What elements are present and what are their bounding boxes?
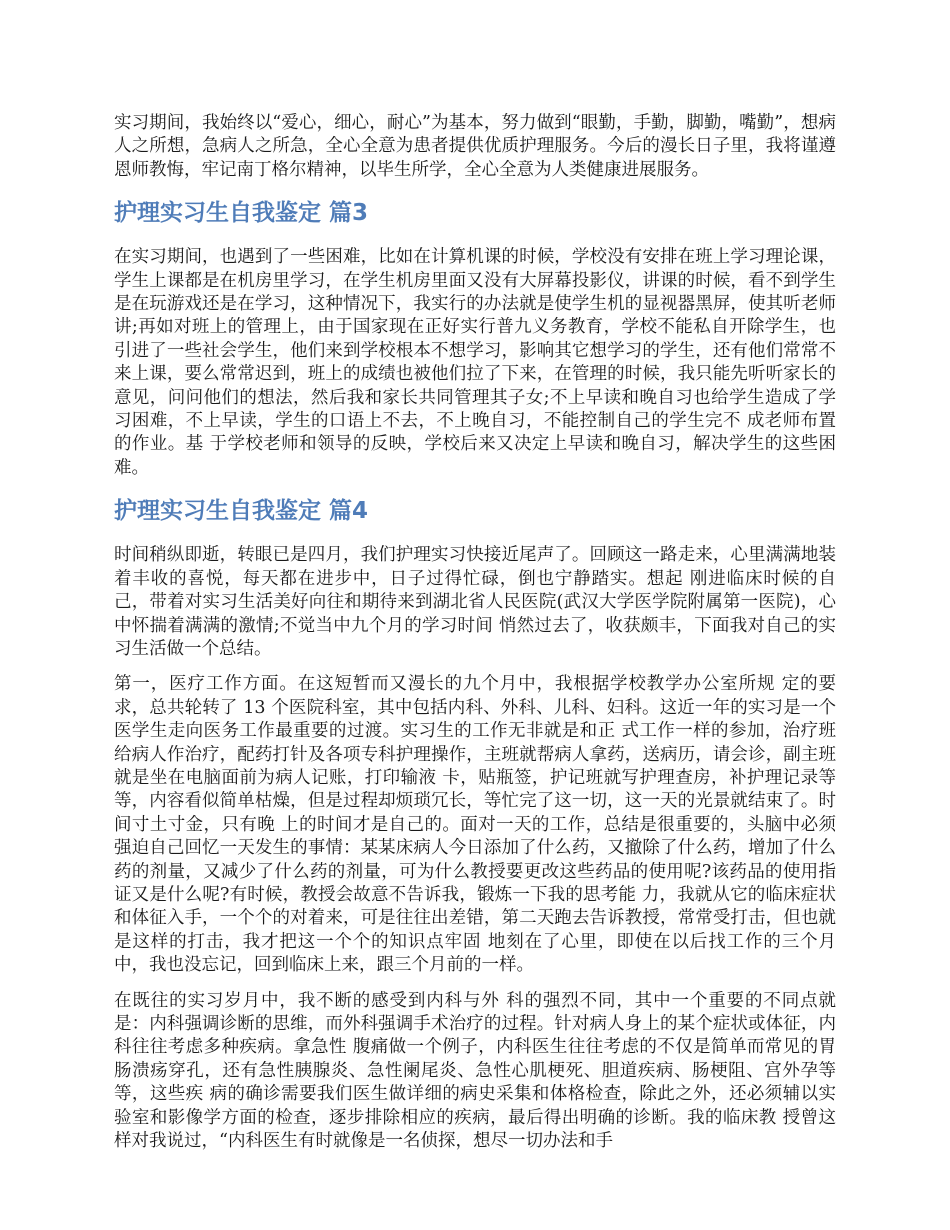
paragraph: 在实习期间，也遇到了一些困难，比如在计算机课的时候，学校没有安排在班上学习理论课，学生上课都是在机房里学习，在学生机房里面又没有大屏幕投影仪，讲课的时候，看不到学生是在玩游戏还是在学习，这种情况下，我实行的办法就是使学生机的显视器黑屏，使其听老师讲;再如对班上的管理上，由于国家现在正好实行普九义务教育，学校不能私自开除学生，也引进了一些社会学生，他们来到学校根本不想学习，影响其它想学习的学生，还有他们常常不来上课，要么常常迟到，班上的成绩也被他们拉了下来，在管理的时候，我只能先听听家长的意见，问问他们的想法，然后我和家长共同管理其子女;不上早读和晚自习也给学生造成了学习困难，不上早读，学生的口语上不去，不上晚自习，不能控制自己的学生完不 成老师布置的作业。基 于学校老师和领导的反映，学校后来又决定上早读和晚自习，解决学生的这些困难。 xyxy=(114,247,836,478)
paragraph: 实习期间，我始终以“爱心，细心，耐心”为基本，努力做到“眼勤，手勤，脚勤，嘴勤”，想病人之所想，急病人之所急，全心全意为患者提供优质护理服务。今后的漫长日子里，我将谨遵恩师教悔，牢记南丁格尔精神，以毕生所学，全心全意为人类健康进展服务。 xyxy=(114,113,836,180)
section-4 xyxy=(114,496,836,1153)
paragraph: 时间稍纵即逝，转眼已是四月，我们护理实习快接近尾声了。回顾这一路走来，心里满满地装着丰收的喜悦，每天都在进步中，日子过得忙碌，倒也宁静踏实。想起 刚进临床时候的自己，带着对实习生活美好向往和期待来到湖北省人民医院(武汉大学医学院附属第一医院)，心中怀揣着满满的激情;不觉当中九个月的学习时间 悄然过去了，收获颇丰，下面我对自己的实习生活做一个总结。 xyxy=(114,545,836,659)
paragraph: 在既往的实习岁月中，我不断的感受到内科与外 科的强烈不同，其中一个重要的不同点就是：内科强调诊断的思维，而外科强调手术治疗的过程。针对病人身上的某个症状或体征，内科往往考虑多种疾病。拿急性 腹痛做一个例子，内科医生往往考虑的不仅是简单而常见的胃肠溃疡穿孔，还有急性胰腺炎、急性阑尾炎、急性心肌梗死、胆道疾病、肠梗阻、宫外孕等等，这些疾 病的确诊需要我们医生做详细的病史采集和体格检查，除此之外，还必须辅以实验室和影像学方面的检查，逐步排除相应的疾病，最后得出明确的诊断。我的临床教 授曾这样对我说过，“内科医生有时就像是一名侦探，想尽一切办法和手 xyxy=(114,990,836,1152)
section-heading: 护理实习生自我鉴定 篇4 xyxy=(114,498,369,525)
paragraph: 第一，医疗工作方面。在这短暂而又漫长的九个月中，我根据学校教学办公室所规 定的要求，总共轮转了 13 个医院科室，其中包括内科、外科、儿科、妇科。这近一年的实习是一个医学生走向医务工作最重要的过渡。实习生的工作无非就是和正 式工作一样的参加，治疗班给病人作治疗，配药打针及各项专科护理操作，主班就帮病人拿药，送病历，请会诊，副主班就是坐在电脑面前为病人记账，打印输液 卡，贴瓶签，护记班就写护理查房，补护理记录等等，内容看似简单枯燥，但是过程却烦琐冗长，等忙完了这一切，这一天的光景就结束了。时间寸土寸金，只有晚 上的时间才是自己的。面对一天的工作，总结是很重要的，头脑中必须强迫自己回忆一天发生的事情：某某床病人今日添加了什么药，又撤除了什么药，增加了什么 药的剂量，又减少了什么药的剂量，可为什么教授要更改这些药品的使用呢?该药品的使用指证又是什么呢?有时候，教授会故意不告诉我，锻炼一下我的思考能 力，我就从它的临床症状和体征入手，一个个的对着来，可是往往出差错，第二天跑去告诉教授，常常受打击，但也就是这样的打击，我才把这一个个的知识点牢固 地刻在了心里，即使在以后找工作的三个月中，我也没忘记，回到临床上来，跟三个月前的一样。 xyxy=(114,674,836,976)
section-3 xyxy=(114,198,836,480)
section-heading: 护理实习生自我鉴定 篇3 xyxy=(114,200,369,227)
section-intro xyxy=(114,112,836,182)
